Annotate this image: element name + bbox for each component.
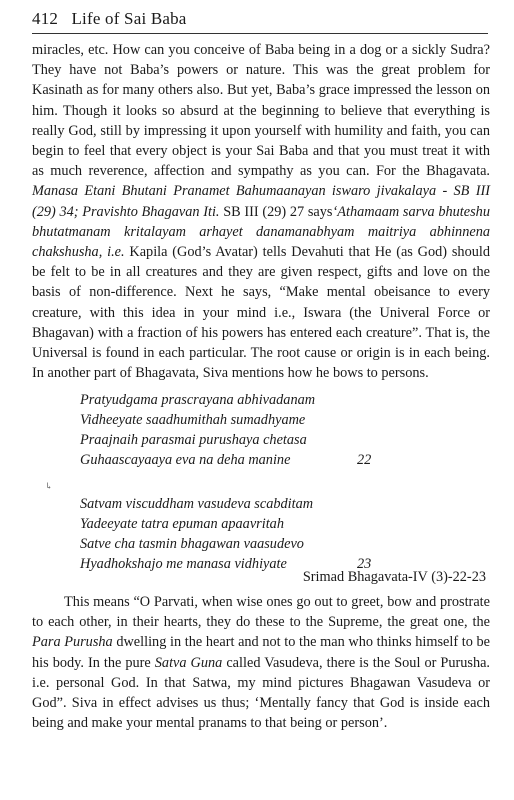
verse-line: Yadeeyate tatra epuman apaavritah [80,516,284,532]
text-run: Kapila (God’s Avatar) tells Devahuti that He (as God) should be felt to be in all creatures and they are given respect, gifts and love on the basis of non-difference. Next he says, “Make mental obeisance to every creature, with this idea in your mind i.e., Iswara (the Univeral Force or Bhagavan) with a fraction of his powers has entered each creature”. That is, the Universal is found in each particular. The root cause or origin is in each being. In another part of Bhagavata, Siva mentions how he bows to persons. [32,244,490,382]
verse-number: 22 [357,452,372,468]
verse-source: Srimad Bhagavata-IV (3)-22-23 [302,569,486,585]
header-rule [32,33,488,34]
text-run: called Vasudeva, there is the Soul or Purusha. i.e. personal God. In that Satwa, my mind pictures Bhagawan Vasudeva or God”. Siva in effect advises us thus; ‘Mentally fancy that God is inside each being and make your mental pranams to that being or person’. [32,654,491,732]
text-run-italic: Para Purusha [32,634,113,651]
verse-stanza-22 [80,390,490,470]
body-paragraph-2 [32,592,490,733]
body-paragraph-1 [32,40,490,383]
text-run-italic: ‘Athamaam sarva bhuteshu bhutatmanam kritalayam arhayet danamanabhyam maitriya abhinnena chakshusha, i.e. [32,203,490,261]
verse-line-text: Hyadhokshajo me manasa vidhiyate [80,556,287,572]
verse-line: Pratyudgama prascrayana abhivadanam [80,392,316,408]
page-number: 412 [32,9,59,28]
verse-line: Praajnaih parasmai purushaya chetasa [80,432,307,448]
text-run: miracles, etc. How can you conceive of Baba being in a dog or a sickly Sudra? They have not Baba’s powers or nature. This was the great problem for Kasinath as for many others also. But yet, Baba’s grace impressed the lesson on him. Though it looks so absurd at the beginning to believe that everything is really God, still by impressing it upon yourself with humility and faith, you can begin to feel that every object is your Sai Baba and that you must treat it with as much reverence, affection and sympathy as you can. For the Bhagavata. [32,42,490,180]
text-run: SB III (29) 27 says [219,203,333,220]
verse-line-text: Guhaascayaaya eva na deha manine [80,452,291,468]
text-run-italic: Satva Guna [154,654,223,671]
running-header [32,8,490,30]
verse-number: 23 [357,556,372,572]
verse-line: Satve cha tasmin bhagawan vaasudevo [80,536,304,552]
margin-mark: ↳ [45,481,53,491]
text-run: dwelling in the heart and not to the man who thinks himself to be his body. In the pure [32,634,490,671]
text-run: This means “O Parvati, when wise ones go out to greet, bow and prostrate to each other, in their hearts, they do these to the Supreme, the great one, the [32,594,490,631]
verse-line: Satvam viscuddham vasudeva scabditam [80,496,314,512]
verse-line-last [80,450,490,470]
verse-line: Vidheeyate saadhumithah sumadhyame [80,412,306,428]
text-run-italic: Manasa Etani Bhutani Pranamet Bahumaanayan iswaro jivakalaya - SB III (29) 34; Pravishto Bhagavan Iti. [32,183,490,220]
running-title: Life of Sai Baba [71,9,187,28]
verse-stanza-23 [80,494,490,574]
